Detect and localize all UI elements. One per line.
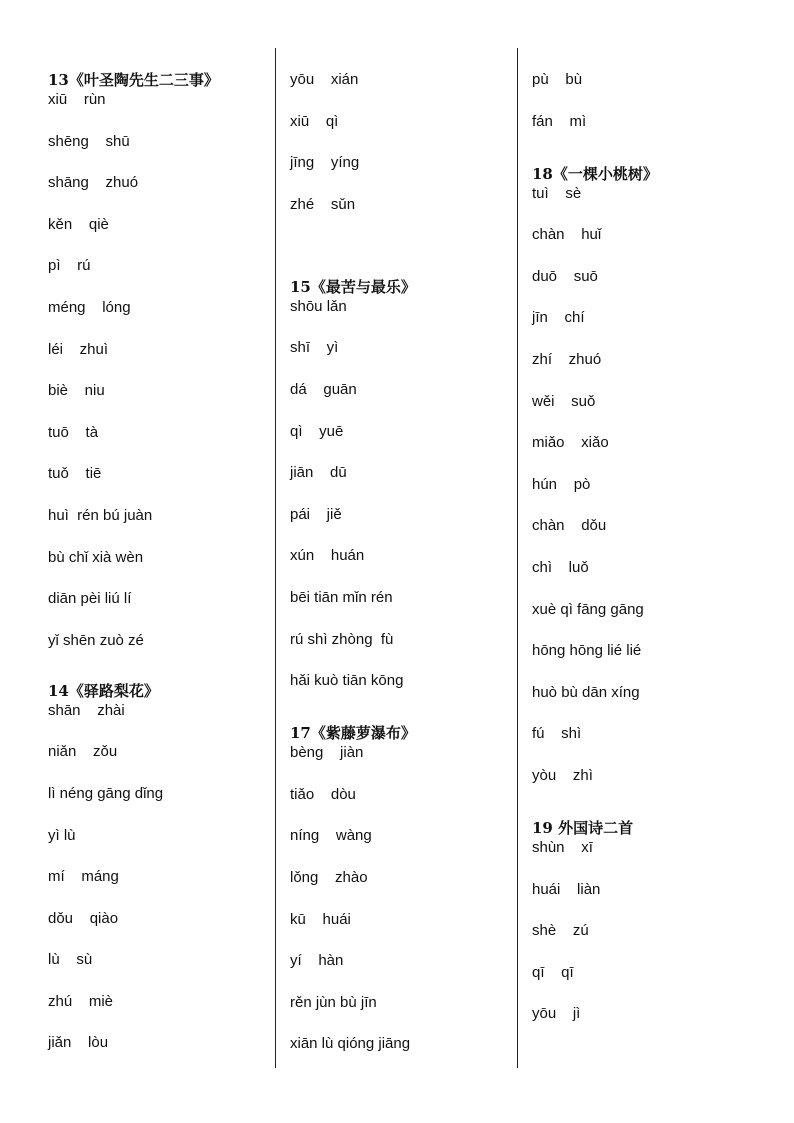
pinyin-row: jīng yíng (290, 154, 360, 172)
pinyin-row: wěi suǒ (532, 392, 596, 410)
pinyin-row: hún pò (532, 475, 591, 493)
pinyin-row: léi zhuì (48, 340, 109, 358)
pinyin-row: dǒu qiào (48, 909, 119, 927)
pinyin-row: chàn huǐ (532, 226, 602, 244)
pinyin-row: zhé sǔn (290, 195, 356, 213)
pinyin-row: rú shì zhòng fù (290, 630, 394, 648)
pinyin-row: miǎo xiǎo (532, 434, 609, 452)
pinyin-row: shùn xī (532, 838, 593, 856)
pinyin-row: zhí zhuó (532, 350, 602, 368)
pinyin-row: shēng shū (48, 132, 130, 150)
pinyin-row: zhú miè (48, 992, 114, 1010)
pinyin-row: lì néng gāng dǐng (48, 784, 164, 802)
pinyin-row: xuè qì fāng gāng (532, 600, 644, 618)
pinyin-row: lǒng zhào (290, 868, 368, 886)
pinyin-row: duō suō (532, 267, 598, 285)
pinyin-row: diān pèi liú lí (48, 590, 132, 608)
pinyin-row: shāng zhuó (48, 174, 139, 192)
pinyin-row: tiǎo dòu (290, 785, 356, 803)
pinyin-row: yōu xián (290, 71, 359, 88)
pinyin-row: fán mì (532, 112, 587, 130)
pinyin-row: xún huán (290, 547, 365, 565)
pinyin-row: huò bù dān xíng (532, 683, 640, 701)
pinyin-row: bēi tiān mǐn rén (290, 588, 393, 606)
pinyin-row: chì luǒ (532, 558, 589, 576)
pinyin-row: shōu lǎn (290, 297, 347, 315)
lesson-heading: 14《驿路梨花》 (48, 681, 159, 700)
continued-rows (532, 70, 762, 132)
pinyin-row: fú shì (532, 725, 582, 743)
column-2 (290, 48, 520, 1068)
pinyin-row: kěn qiè (48, 215, 109, 233)
pinyin-row: dá guān (290, 380, 357, 398)
pinyin-row: lù sù (48, 951, 93, 969)
pinyin-row: pì rú (48, 257, 91, 275)
lesson-heading: 15《最苦与最乐》 (290, 277, 416, 296)
pinyin-row: shī yì (290, 339, 339, 357)
pinyin-row: huì rén bú juàn (48, 506, 153, 524)
pinyin-row: tuì sè (532, 184, 582, 202)
pinyin-row: yí hàn (290, 952, 344, 970)
pinyin-row: yòu zhì (532, 766, 593, 784)
pinyin-row: niǎn zǒu (48, 743, 118, 761)
pinyin-row: bù chǐ xià wèn (48, 548, 144, 566)
pinyin-row: tuō tà (48, 423, 99, 441)
lesson-14-section (48, 681, 278, 1054)
lesson-17-section (290, 723, 520, 1054)
pinyin-row: yǐ shēn zuò zé (48, 631, 144, 649)
pinyin-row: xiān lù qióng jiāng (290, 1035, 411, 1053)
lesson-18-section (532, 164, 762, 786)
pinyin-row: qī qī (532, 963, 574, 981)
lesson-15-section (290, 277, 520, 691)
column-3 (532, 48, 762, 1068)
pinyin-row: xiū rùn (48, 91, 106, 108)
pinyin-row: kū huái (290, 910, 351, 928)
pinyin-row: shān zhài (48, 701, 125, 719)
lesson-13-section (48, 70, 278, 651)
pinyin-row: biè niu (48, 382, 105, 400)
lesson-heading: 19 外国诗二首 (532, 818, 634, 837)
pinyin-row: tuǒ tiē (48, 465, 102, 483)
pinyin-row: rěn jùn bù jīn (290, 993, 377, 1011)
pinyin-row: xiū qì (290, 112, 339, 130)
pinyin-row: hōng hōng lié lié (532, 642, 642, 660)
pinyin-row: jiān dū (290, 464, 347, 482)
pinyin-row: jiǎn lòu (48, 1034, 109, 1052)
pinyin-row: chàn dǒu (532, 517, 607, 535)
pinyin-row: hǎi kuò tiān kōng (290, 672, 404, 690)
pinyin-row: yōu jì (532, 1005, 581, 1023)
pinyin-row: qì yuē (290, 422, 344, 440)
continued-rows (290, 70, 520, 215)
pinyin-row: mí máng (48, 868, 119, 886)
lesson-heading: 18《一棵小桃树》 (532, 164, 658, 183)
pinyin-row: shè zú (532, 922, 589, 940)
lesson-heading: 13《叶圣陶先生二三事》 (48, 71, 219, 89)
pinyin-row: pái jiě (290, 505, 342, 523)
lesson-heading: 17《紫藤萝瀑布》 (290, 724, 416, 743)
pinyin-row: pù bù (532, 71, 583, 88)
pinyin-row: jīn chí (532, 309, 585, 327)
pinyin-row: huái liàn (532, 880, 601, 898)
pinyin-row: níng wàng (290, 827, 372, 845)
pinyin-row: yì lù (48, 826, 76, 844)
lesson-19-section (532, 818, 762, 1024)
pinyin-row: méng lóng (48, 298, 131, 316)
column-1 (48, 48, 278, 1068)
pinyin-row: bèng jiàn (290, 744, 364, 762)
